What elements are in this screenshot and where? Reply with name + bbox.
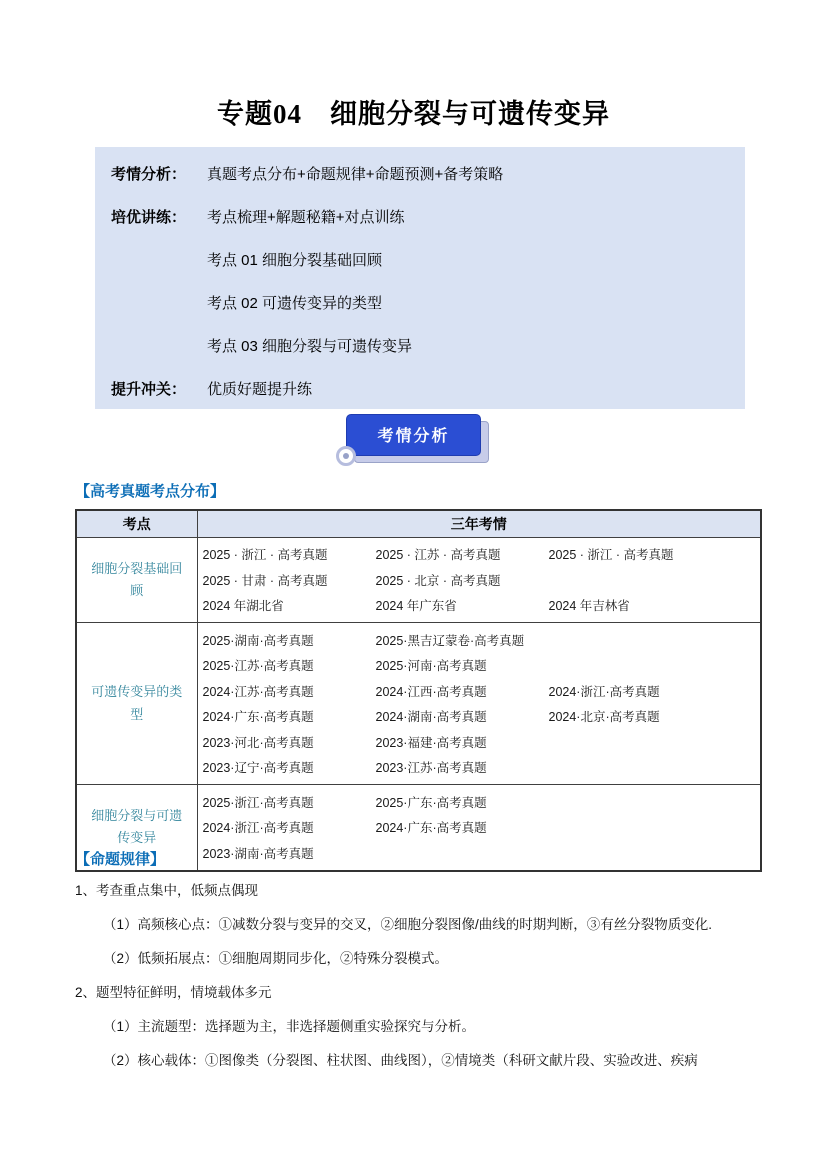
exam-entry: 2023·江苏·高考真题 xyxy=(375,761,487,776)
overview-row-label: 考情分析： xyxy=(111,166,187,183)
exam-entry: 2025·河南·高考真题 xyxy=(375,659,487,674)
mingti-heading: 【命题规律】 xyxy=(75,851,166,868)
table-row xyxy=(76,623,761,785)
banner-label: 考情分析 xyxy=(377,428,450,445)
exam-line xyxy=(203,729,761,755)
topic-cell: 细胞分裂与可遗传变异 xyxy=(76,785,197,871)
overview-row xyxy=(111,293,727,314)
exam-entry: 2024 年湖北省 xyxy=(202,599,284,614)
overview-row-label: 提升冲关： xyxy=(111,381,187,398)
exam-entry: 2024·江西·高考真题 xyxy=(375,684,487,699)
topic-cell: 细胞分裂基础回顾 xyxy=(76,537,197,623)
banner-circle-icon xyxy=(336,446,356,466)
exam-line xyxy=(203,755,761,781)
overview-row-label: 培优讲练： xyxy=(111,209,187,226)
overview-row-content: 考点 03 细胞分裂与可遗传变异 xyxy=(207,338,413,355)
banner-circle-inner-dot xyxy=(343,453,349,459)
exam-entry: 2024·江苏·高考真题 xyxy=(202,684,314,699)
exam-entry: 2024·北京·高考真题 xyxy=(548,710,660,725)
exam-distribution-heading: 【高考真题考点分布】 xyxy=(75,483,226,500)
exam-line xyxy=(203,840,761,866)
exam-entry: 2025·湖南·高考真题 xyxy=(202,633,314,648)
table-row xyxy=(76,537,761,623)
exam-entry: 2025·广东·高考真题 xyxy=(375,795,487,810)
exams-cell xyxy=(197,623,761,785)
exams-cell xyxy=(197,537,761,623)
exam-entry: 2024 年广东省 xyxy=(375,599,457,614)
exam-entry: 2024·广东·高考真题 xyxy=(202,710,314,725)
exam-entry: 2025 · 江苏 · 高考真题 xyxy=(375,548,501,563)
exam-entry: 2024 年吉林省 xyxy=(548,599,630,614)
overview-row xyxy=(111,250,727,271)
overview-row xyxy=(111,379,727,400)
exam-line xyxy=(203,815,761,841)
column-header-three-year: 三年考情 xyxy=(197,510,761,537)
page-title: 专题04 细胞分裂与可遗传变异 xyxy=(217,99,610,129)
exam-line xyxy=(203,542,761,568)
exam-entry: 2025·黑吉辽蒙卷·高考真题 xyxy=(375,633,525,648)
banner-button xyxy=(346,414,480,456)
analysis-paragraph: （2）核心载体：①图像类（分裂图、柱状图、曲线图），②情境类（科研文献片段、实验改进、疾病 xyxy=(103,1053,698,1068)
overview-row-content: 考点 01 细胞分裂基础回顾 xyxy=(207,252,383,269)
topic-cell: 可遗传变异的类型 xyxy=(76,623,197,785)
exam-entry: 2025 · 浙江 · 高考真题 xyxy=(548,548,674,563)
exam-entry: 2023·福建·高考真题 xyxy=(375,735,487,750)
exam-entry: 2025·浙江·高考真题 xyxy=(202,795,314,810)
exam-entry: 2025·江苏·高考真题 xyxy=(202,659,314,674)
overview-row-content: 优质好题提升练 xyxy=(207,381,313,398)
exam-line xyxy=(203,704,761,730)
analysis-paragraph: （2）低频拓展点：①细胞周期同步化，②特殊分裂模式。 xyxy=(103,951,449,966)
exam-entry: 2023·辽宁·高考真题 xyxy=(202,761,314,776)
exam-entry: 2024·浙江·高考真题 xyxy=(548,684,660,699)
exam-line xyxy=(203,627,761,653)
analysis-section xyxy=(75,880,780,1084)
exam-entry: 2025 · 北京 · 高考真题 xyxy=(375,573,501,588)
banner-wrap xyxy=(0,414,827,456)
overview-row xyxy=(111,207,727,228)
exam-entry: 2024·湖南·高考真题 xyxy=(375,710,487,725)
analysis-paragraph: 1、考查重点集中，低频点偶现 xyxy=(75,883,259,898)
overview-box xyxy=(95,147,745,409)
exam-entry: 2024·浙江·高考真题 xyxy=(202,821,314,836)
exam-table xyxy=(75,509,762,872)
exam-line xyxy=(203,567,761,593)
exam-line xyxy=(203,593,761,619)
exam-entry: 2025 · 甘肃 · 高考真题 xyxy=(202,573,328,588)
exam-line xyxy=(203,678,761,704)
exam-table-body xyxy=(76,537,761,871)
table-row xyxy=(76,785,761,871)
column-header-topic: 考点 xyxy=(76,510,197,537)
analysis-paragraph: （1）高频核心点：①减数分裂与变异的交叉，②细胞分裂图像/曲线的时期判断，③有丝分裂物质变化. xyxy=(103,917,713,932)
analysis-paragraph: 2、题型特征鲜明，情境载体多元 xyxy=(75,985,272,1000)
exam-entry: 2023·河北·高考真题 xyxy=(202,735,314,750)
overview-row xyxy=(111,336,727,357)
overview-row-content: 真题考点分布+命题规律+命题预测+备考策略 xyxy=(207,166,504,183)
exam-entry: 2023·湖南·高考真题 xyxy=(202,846,314,861)
exam-line xyxy=(203,789,761,815)
kaoqing-banner xyxy=(346,414,480,456)
exams-cell xyxy=(197,785,761,871)
analysis-paragraph: （1）主流题型：选择题为主，非选择题侧重实验探究与分析。 xyxy=(103,1019,476,1034)
exam-entry: 2025 · 浙江 · 高考真题 xyxy=(202,548,328,563)
overview-row xyxy=(111,164,727,185)
exam-line xyxy=(203,653,761,679)
overview-row-content: 考点梳理+解题秘籍+对点训练 xyxy=(207,209,405,226)
exam-table-header xyxy=(76,510,761,537)
exam-entry: 2024·广东·高考真题 xyxy=(375,821,487,836)
overview-row-content: 考点 02 可遗传变异的类型 xyxy=(207,295,383,312)
